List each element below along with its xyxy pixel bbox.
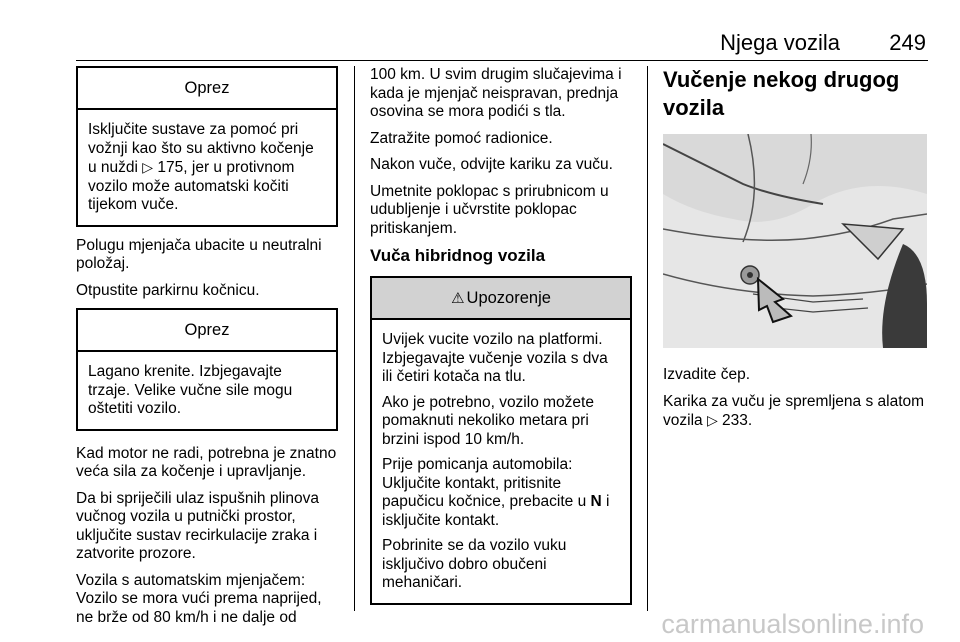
caution-title: Oprez — [78, 68, 336, 110]
warning-text: Uvijek vucite vozilo na platformi. Izbjegavajte vučenje vozila s dva ili četiri kotača na tlu. — [382, 331, 608, 385]
page-header — [76, 26, 928, 61]
page-number: 249 — [889, 30, 926, 55]
paragraph: Da bi spriječili ulaz ispušnih plinova vučnog vozila u putnički prostor, uključite sustav recirkulacije zraka i zatvorite prozore. — [76, 489, 319, 562]
column-divider — [354, 66, 355, 611]
paragraph: Vozila s automatskim mjenjačem: Vozilo se mora vući prema naprijed, ne brže od 80 km/h i ne dalje od — [76, 571, 322, 626]
paragraph: Zatražite pomoć radionice. — [370, 129, 553, 147]
cross-reference-link[interactable]: 175 — [157, 159, 184, 176]
caution-box — [76, 308, 338, 431]
paragraph: Izvadite čep. — [663, 366, 751, 383]
column-divider — [647, 66, 648, 611]
gear-n-label: N — [590, 493, 602, 510]
section-heading: Vuča hibridnog vozila — [370, 246, 546, 265]
arrow-ref-icon: ▷ — [706, 412, 718, 428]
section-title: Vučenje nekog drugog vozila — [663, 67, 900, 120]
paragraph: Umetnite poklopac s prirubnicom u udubljenje i učvrstite poklopac pritiskanjem. — [370, 182, 609, 237]
paragraph: Kad motor ne radi, potrebna je znatno veća sila za kočenje i upravljanje. — [76, 444, 337, 480]
caution-box — [76, 66, 338, 227]
column-1 — [76, 66, 338, 635]
caution-title: Oprez — [78, 310, 336, 352]
paragraph: Nakon vuče, odvijte kariku za vuču. — [370, 156, 613, 173]
arrow-ref-icon: ▷ — [142, 159, 154, 175]
warning-triangle-icon: ⚠ — [451, 290, 465, 307]
warning-text: Pobrinite se da vozilo vuku isključivo dobro obučeni mehaničari. — [382, 537, 567, 591]
warning-text: Ako je potrebno, vozilo možete pomaknuti nekoliko metara pri brzini ispod 10 km/h. — [382, 393, 594, 448]
warning-title: Upozorenje — [466, 289, 551, 307]
warning-text: Prije pomicanja automobila: Uključite kontakt, pritisnite papučicu kočnice, prebacite u N i isključite kontakt. — [382, 456, 610, 529]
paragraph: Otpustite parkirnu kočnicu. — [76, 281, 260, 299]
warning-box — [370, 276, 632, 605]
watermark: carmanualsonline.info — [661, 609, 924, 639]
column-3 — [663, 66, 927, 439]
header-title: Njega vozila — [720, 30, 840, 55]
tow-eye-illustration — [663, 134, 927, 348]
cross-reference-link[interactable]: 233 — [722, 412, 748, 429]
column-2 — [370, 66, 632, 615]
paragraph: 100 km. U svim drugim slučajevima i kada je mjenjač neispravan, prednja osovina se mora podići s tla. — [370, 66, 622, 120]
caution-text: Lagano krenite. Izbjegavajte trzaje. Velike vučne sile mogu oštetiti vozilo. — [88, 363, 293, 417]
paragraph: Polugu mjenjača ubacite u neutralni položaj. — [76, 236, 322, 272]
paragraph: Karika za vuču je spremljena s alatom vozila ▷ 233. — [663, 392, 925, 429]
warning-header — [372, 278, 630, 320]
caution-text: Isključite sustave za pomoć pri vožnji kao što su aktivno kočenje u nuždi ▷ 175, jer u protivnom vozilo može automatski kočiti tijekom vuče. — [88, 121, 314, 213]
